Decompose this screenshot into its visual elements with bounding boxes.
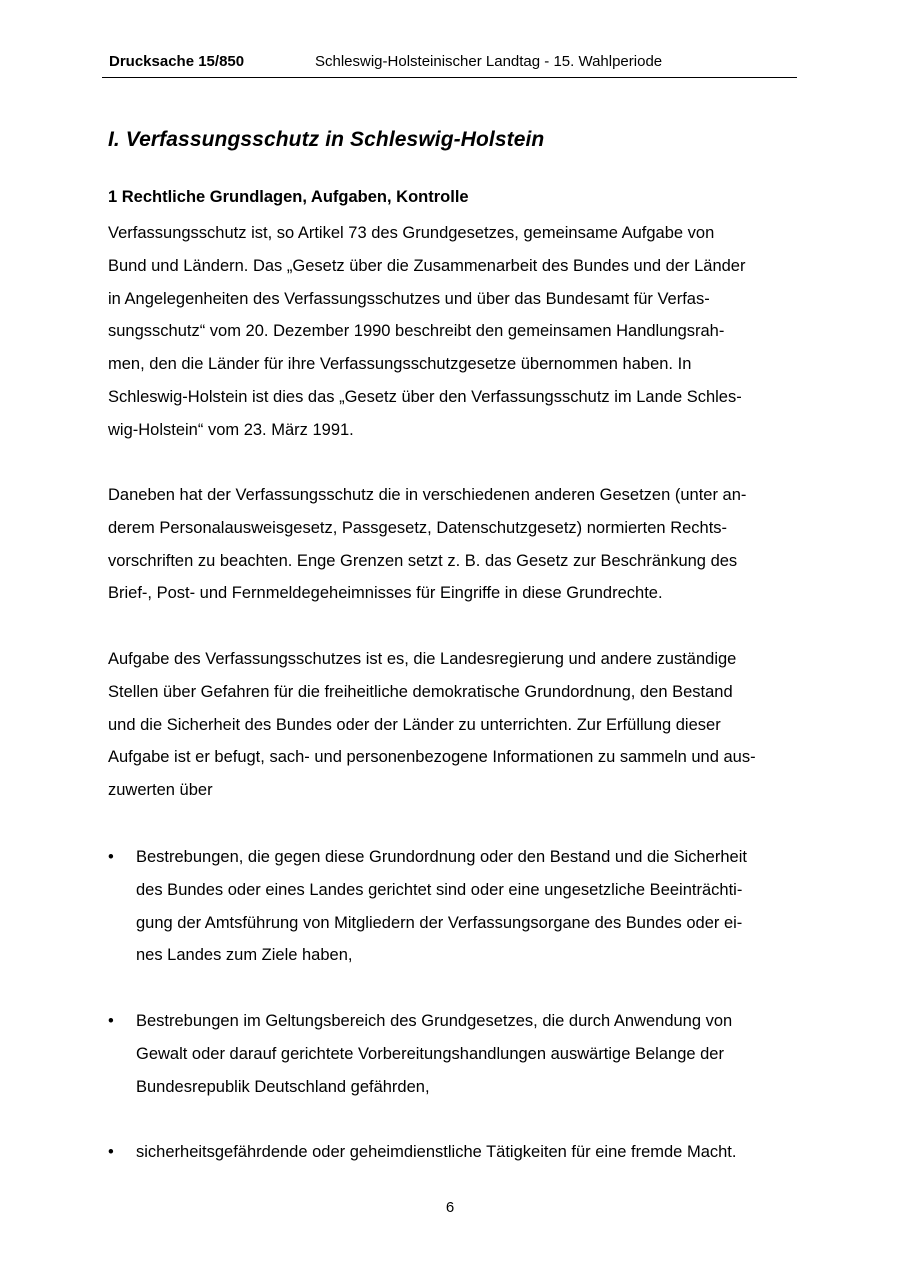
text-line: nes Landes zum Ziele haben, <box>136 946 353 965</box>
text-line: zuwerten über <box>108 781 213 800</box>
bullet-icon: • <box>108 1012 114 1030</box>
paragraph <box>108 217 798 447</box>
bullet-icon: • <box>108 848 114 866</box>
text-line: Daneben hat der Verfassungsschutz die in verschiedenen anderen Gesetzen (unter an- <box>108 486 747 504</box>
text-line: vorschriften zu beachten. Enge Grenzen setzt z. B. das Gesetz zur Beschränkung des <box>108 551 738 570</box>
page-number: 6 <box>445 1199 455 1216</box>
text-line: Verfassungsschutz ist, so Artikel 73 des Grundgesetzes, gemeinsame Aufgabe von <box>108 224 715 242</box>
text-line: Gewalt oder darauf gerichtete Vorbereitungshandlungen auswärtige Belange der <box>136 1044 724 1063</box>
publisher-line: Schleswig-Holsteinischer Landtag - 15. Wahlperiode <box>315 53 663 70</box>
text-line: Stellen über Gefahren für die freiheitliche demokratische Grundordnung, den Bestand <box>108 682 733 701</box>
bullet-icon: • <box>108 1143 114 1161</box>
bullet-text <box>136 841 800 972</box>
text-line: Bund und Ländern. Das „Gesetz über die Zusammenarbeit des Bundes und der Länder <box>108 256 746 275</box>
text-line: Schleswig-Holstein ist dies das „Gesetz über den Verfassungsschutz im Lande Schles- <box>108 387 742 406</box>
page-header <box>102 52 797 78</box>
text-line: gung der Amtsführung von Mitgliedern der Verfassungsorgane des Bundes oder ei- <box>136 913 743 932</box>
text-line: sicherheitsgefährdende oder geheimdienstliche Tätigkeiten für eine fremde Macht. <box>136 1143 737 1161</box>
text-line: Aufgabe ist er befugt, sach- und personenbezogene Informationen zu sammeln und aus- <box>108 748 756 767</box>
text-line: und die Sicherheit des Bundes oder der Länder zu unterrichten. Zur Erfüllung dieser <box>108 715 721 734</box>
text-line: Brief-, Post- und Fernmeldegeheimnisses für Eingriffe in diese Grundrechte. <box>108 584 663 603</box>
text-line: Aufgabe des Verfassungsschutzes ist es, die Landesregierung und andere zuständige <box>108 650 737 668</box>
text-line: Bundesrepublik Deutschland gefährden, <box>136 1077 430 1096</box>
text-line: men, den die Länder für ihre Verfassungsschutzgesetze übernommen haben. In <box>108 355 692 374</box>
text-line: Bestrebungen, die gegen diese Grundordnung oder den Bestand und die Sicherheit <box>136 848 747 866</box>
text-line: sungsschutz“ vom 20. Dezember 1990 beschreibt den gemeinsamen Handlungsrah- <box>108 322 725 341</box>
bullet-text <box>136 1136 800 1169</box>
text-line: des Bundes oder eines Landes gerichtet sind oder eine ungesetzliche Beeinträchti- <box>136 880 743 899</box>
document-number: Drucksache 15/850 <box>109 53 245 70</box>
text-line: derem Personalausweisgesetz, Passgesetz, Datenschutzgesetz) normierten Rechts- <box>108 518 728 537</box>
bullet-text <box>136 1005 800 1103</box>
text-line: wig-Holstein“ vom 23. März 1991. <box>108 420 354 439</box>
text-line: Bestrebungen im Geltungsbereich des Grundgesetzes, die durch Anwendung von <box>136 1012 733 1030</box>
chapter-title: I. Verfassungsschutz in Schleswig-Holstein <box>108 128 545 151</box>
paragraph <box>108 643 798 807</box>
section-heading: 1 Rechtliche Grundlagen, Aufgaben, Kontrolle <box>108 188 469 206</box>
paragraph <box>108 479 798 610</box>
text-line: in Angelegenheiten des Verfassungsschutzes und über das Bundesamt für Verfas- <box>108 289 710 308</box>
